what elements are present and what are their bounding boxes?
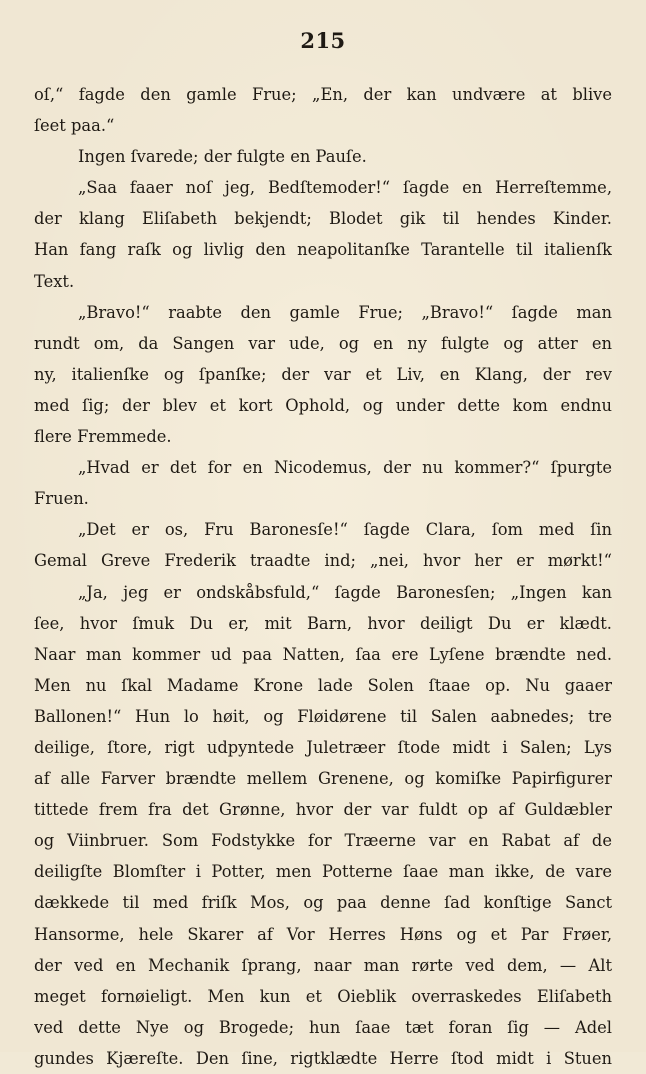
text-line: Men nu ſkal Madame Krone lade Solen ſtaae op. Nu gaaer	[34, 675, 612, 695]
text-line: Gemal Greve Frederik traadte ind; „nei, hvor her er mørkt!“	[34, 551, 612, 571]
text-line: Naar man kommer ud paa Natten, ſaa ere Lyſene brændte ned.	[34, 644, 612, 664]
text-line: ſeet paa.“	[34, 116, 115, 136]
text-line: ved dette Nye og Brogede; hun ſaae tæt foran ſig — Adel	[34, 1017, 612, 1037]
text-line: tittede frem fra det Grønne, hvor der var fuldt op af Guldæbler	[34, 800, 612, 820]
text-line: deiligſte Blomſter i Potter, men Potterne ſaae man ikke, de vare	[34, 862, 612, 882]
text-line: ſee, hvor ſmuk Du er, mit Barn, hvor deiligt Du er klædt.	[34, 613, 612, 633]
text-line: dækkede til med friſk Mos, og paa denne ſad konſtige Sanct	[34, 893, 612, 913]
text-line: af alle Farver brændte mellem Grenene, og komiſke Papirfigurer	[34, 769, 612, 789]
text-line: ny, italienſke og ſpanſke; der var et Liv, en Klang, der rev	[34, 364, 612, 384]
text-line: gundes Kjæreſte. Den ſine, rigtklædte Herre ſtod midt i Stuen	[34, 1048, 612, 1068]
text-line: meget fornøieligt. Men kun et Oieblik overraskedes Eliſabeth	[34, 986, 612, 1006]
text-line: Ingen ſvarede; der fulgte en Pauſe.	[78, 147, 367, 167]
text-line: „Det er os, Fru Baronesſe!“ ſagde Clara, ſom med ſin	[78, 520, 612, 540]
text-line: Han fang raſk og livlig den neapolitanſke Tarantelle til italienſk	[34, 240, 612, 260]
body-text	[34, 79, 612, 1074]
text-line: der klang Eliſabeth bekjendt; Blodet gik til hendes Kinder.	[34, 209, 612, 229]
text-line: oſ,“ fagde den gamle Frue; „En, der kan undvære at blive	[34, 85, 612, 104]
text-line: Fruen.	[34, 489, 89, 509]
text-line: og Viinbruer. Som Fodstykke for Træerne var en Rabat af de	[34, 831, 612, 851]
text-line: „Bravo!“ raabte den gamle Frue; „Bravo!“ ſagde man	[78, 302, 612, 322]
text-line: deilige, ſtore, rigt udpyntede Juletræer ſtode midt i Salen; Lys	[34, 737, 612, 757]
text-line: Hansorme, hele Skarer af Vor Herres Høns og et Par Frøer,	[34, 924, 612, 944]
text-line: rundt om, da Sangen var ude, og en ny fulgte og atter en	[34, 333, 612, 353]
text-line: „Hvad er det for en Nicodemus, der nu kommer?“ ſpurgte	[78, 458, 612, 478]
text-line: Text.	[34, 271, 75, 291]
text-line: „Ja, jeg er ondskåbsfuld,“ ſagde Baronesſen; „Ingen kan	[78, 582, 612, 602]
text-line: Ballonen!“ Hun lo høit, og Fløidørene til Salen aabnedes; tre	[34, 706, 612, 726]
text-line: der ved en Mechanik ſprang, naar man rørte ved dem, — Alt	[34, 955, 612, 975]
text-line: med ſig; der blev et kort Ophold, og under dette kom endnu	[34, 395, 612, 415]
text-line: „Saa faaer noſ jeg, Bedſtemoder!“ ſagde en Herreſtemme,	[78, 178, 612, 198]
page-number: 215	[300, 28, 346, 53]
text-line: flere Fremmede.	[34, 427, 172, 447]
